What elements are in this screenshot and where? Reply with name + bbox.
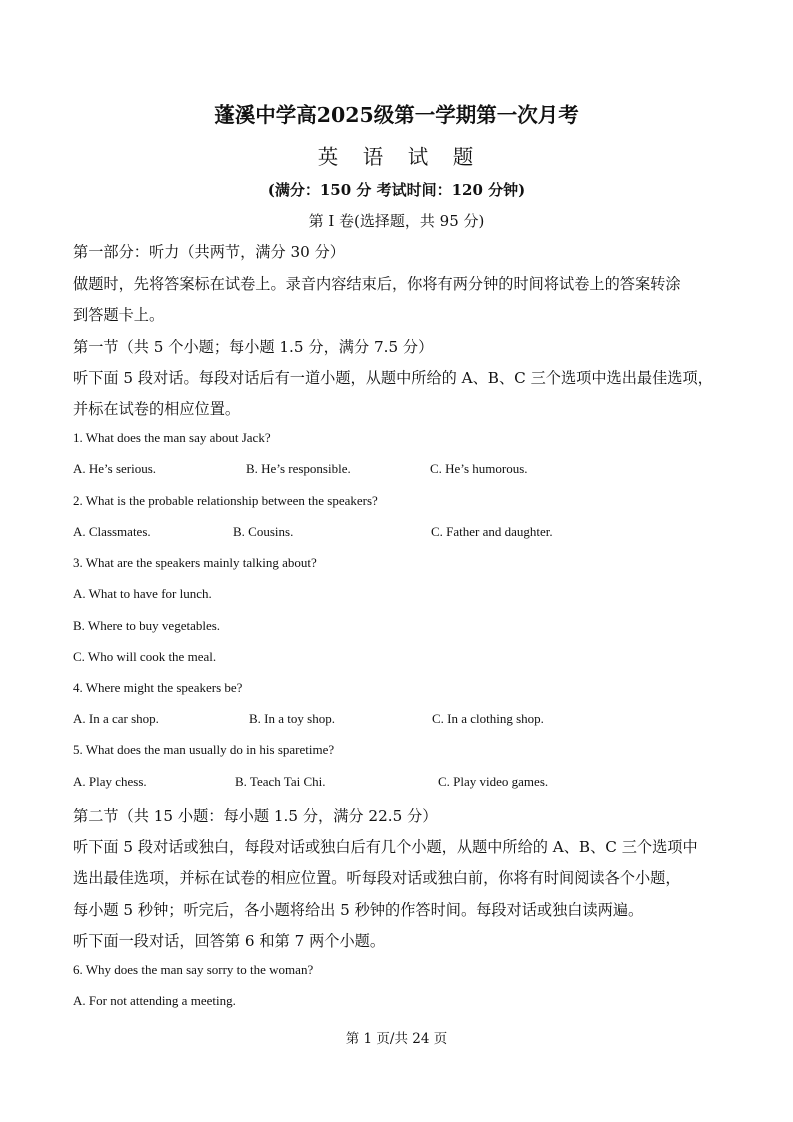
- question-6-stem: 6. Why does the man say sorry to the woman?: [73, 962, 314, 977]
- part1-instruction-line2: 到答题卡上。: [73, 306, 165, 324]
- question-4-option-c: C. In a clothing shop.: [432, 711, 544, 726]
- question-2-stem: 2. What is the probable relationship between the speakers?: [73, 493, 378, 508]
- question-1-stem: 1. What does the man say about Jack?: [73, 430, 271, 445]
- question-3-option-a: A. What to have for lunch.: [73, 586, 212, 601]
- section1-instruction-line2: 并标在试卷的相应位置。: [73, 400, 241, 418]
- question-3-option-c: C. Who will cook the meal.: [73, 649, 217, 664]
- question-1-option-b: B. He’s responsible.: [246, 461, 351, 476]
- section2-instruction-line2: 选出最佳选项，并标在试卷的相应位置。听每段对话或独白前，你将有时间阅读各个小题，: [73, 869, 681, 887]
- exam-title: 蓬溪中学高2025级第一学期第一次月考: [214, 103, 579, 127]
- question-5-option-a: A. Play chess.: [73, 774, 147, 789]
- question-4-option-a: A. In a car shop.: [73, 711, 159, 726]
- question-3-stem: 3. What are the speakers mainly talking about?: [73, 555, 317, 570]
- volume-heading: 第 I 卷(选择题，共 95 分): [308, 212, 485, 230]
- question-1-option-c: C. He’s humorous.: [430, 461, 528, 476]
- question-5-option-b: B. Teach Tai Chi.: [235, 774, 326, 789]
- question-2-option-c: C. Father and daughter.: [431, 524, 553, 539]
- question-1-option-a: A. He’s serious.: [73, 461, 157, 476]
- question-4-option-b: B. In a toy shop.: [249, 711, 335, 726]
- question-6-option-a: A. For not attending a meeting.: [73, 993, 236, 1008]
- question-4-stem: 4. Where might the speakers be?: [73, 680, 243, 695]
- score-time-info: (满分：150 分 考试时间：120 分钟): [267, 181, 526, 199]
- question-5-option-c: C. Play video games.: [438, 774, 549, 789]
- section2-heading: 第二节（共 15 小题：每小题 1.5 分，满分 22.5 分）: [73, 807, 438, 825]
- page-number: 第 1 页/共 24 页: [345, 1031, 448, 1047]
- section2-instruction-line1: 听下面 5 段对话或独白，每段对话或独白后有几个小题，从题中所给的 A、B、C 三个选项中: [73, 838, 698, 856]
- section2-instruction-line3: 每小题 5 秒钟；听完后，各小题将给出 5 秒钟的作答时间。每段对话或独白读两遍。: [73, 901, 644, 919]
- section1-instruction-line1: 听下面 5 段对话。每段对话后有一道小题，从题中所给的 A、B、C 三个选项中选出最佳选项，: [73, 369, 713, 387]
- subject-title: 英 语 试 题: [317, 145, 476, 169]
- question-3-option-b: B. Where to buy vegetables.: [73, 618, 221, 633]
- dialogue-intro: 听下面一段对话，回答第 6 和第 7 两个小题。: [73, 932, 386, 950]
- part1-instruction-line1: 做题时，先将答案标在试卷上。录音内容结束后，你将有两分钟的时间将试卷上的答案转涂: [73, 275, 681, 293]
- question-2-option-b: B. Cousins.: [233, 524, 294, 539]
- section1-heading: 第一节（共 5 个小题；每小题 1.5 分，满分 7.5 分）: [73, 338, 434, 356]
- part1-heading: 第一部分：听力（共两节，满分 30 分）: [73, 243, 345, 261]
- question-5-stem: 5. What does the man usually do in his sparetime?: [73, 742, 335, 757]
- question-2-option-a: A. Classmates.: [73, 524, 151, 539]
